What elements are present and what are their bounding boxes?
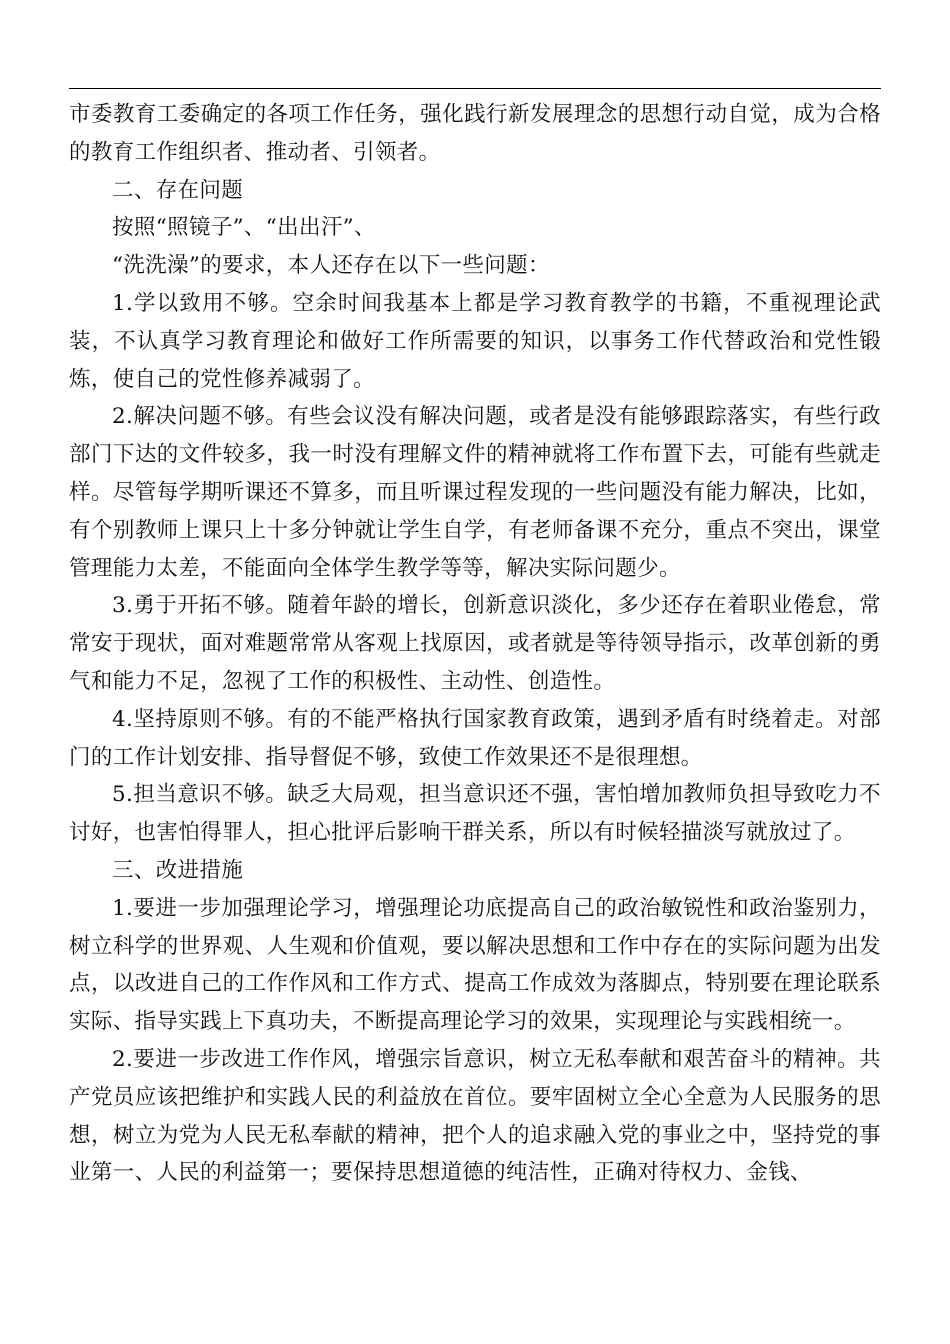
paragraph: 按照“照镜子”、“出出汗”、 [112,215,376,241]
problem-item: 2.解决问题不够。有些会议没有解决问题，或者是没有能够跟踪落实，有些行政部门下达的文件较多，我一时没有理解文件的精神就将工作布置下去，可能有些就走样。尽管每学期听课还不算多，而且听课过程发现的一些问题没有能力解决，比如，有个别教师上课只上十多分钟就让学生自学，有老师备课不充分，重点不突出，课堂管理能力太差，不能面向全体学生教学等等，解决实际问题少。 [69,404,881,581]
document-body [69,96,881,1192]
problem-item: 4.坚持原则不够。有的不能严格执行国家教育政策，遇到矛盾有时绕着走。对部门的工作计划安排、指导督促不够，致使工作效果还不是很理想。 [69,706,881,770]
problem-item: 3.勇于开拓不够。随着年龄的增长，创新意识淡化，多少还存在着职业倦怠，常常安于现状，面对难题常常从客观上找原因，或者就是等待领导指示，改革创新的勇气和能力不足，忽视了工作的积极性、主动性、创造性。 [69,593,881,694]
header-rule [69,88,881,89]
problem-item: 5.担当意识不够。缺乏大局观，担当意识还不强，害怕增加教师负担导致吃力不讨好，也害怕得罪人，担心批评后影响干群关系，所以有时候轻描淡写就放过了。 [69,782,881,846]
section-heading-measures: 三、改进措施 [112,857,244,883]
section-heading-problems: 二、存在问题 [112,177,244,203]
paragraph-continuation: 市委教育工委确定的各项工作任务，强化践行新发展理念的思想行动自觉，成为合格的教育工作组织者、推动者、引领者。 [69,102,881,165]
paragraph: “洗洗澡”的要求，本人还存在以下一些问题： [112,253,550,279]
measure-item: 1.要进一步加强理论学习，增强理论功底提高自己的政治敏锐性和政治鉴别力，树立科学的世界观、人生观和价值观，要以解决思想和工作中存在的实际问题为出发点，以改进自己的工作作风和工作方式、提高工作成效为落脚点，特别要在理论联系实际、指导实践上下真功夫，不断提高理论学习的效果，实现理论与实践相统一。 [69,895,881,1035]
measure-item: 2.要进一步改进工作作风，增强宗旨意识，树立无私奉献和艰苦奋斗的精神。共产党员应该把维护和实践人民的利益放在首位。要牢固树立全心全意为人民服务的思想，树立为党为人民无私奉献的精神，把个人的追求融入党的事业之中，坚持党的事业第一、人民的利益第一；要保持思想道德的纯洁性，正确对待权力、金钱、 [69,1046,881,1186]
problem-item: 1.学以致用不够。空余时间我基本上都是学习教育教学的书籍，不重视理论武装，不认真学习教育理论和做好工作所需要的知识，以事务工作代替政治和党性锻炼，使自己的党性修养减弱了。 [69,290,881,392]
